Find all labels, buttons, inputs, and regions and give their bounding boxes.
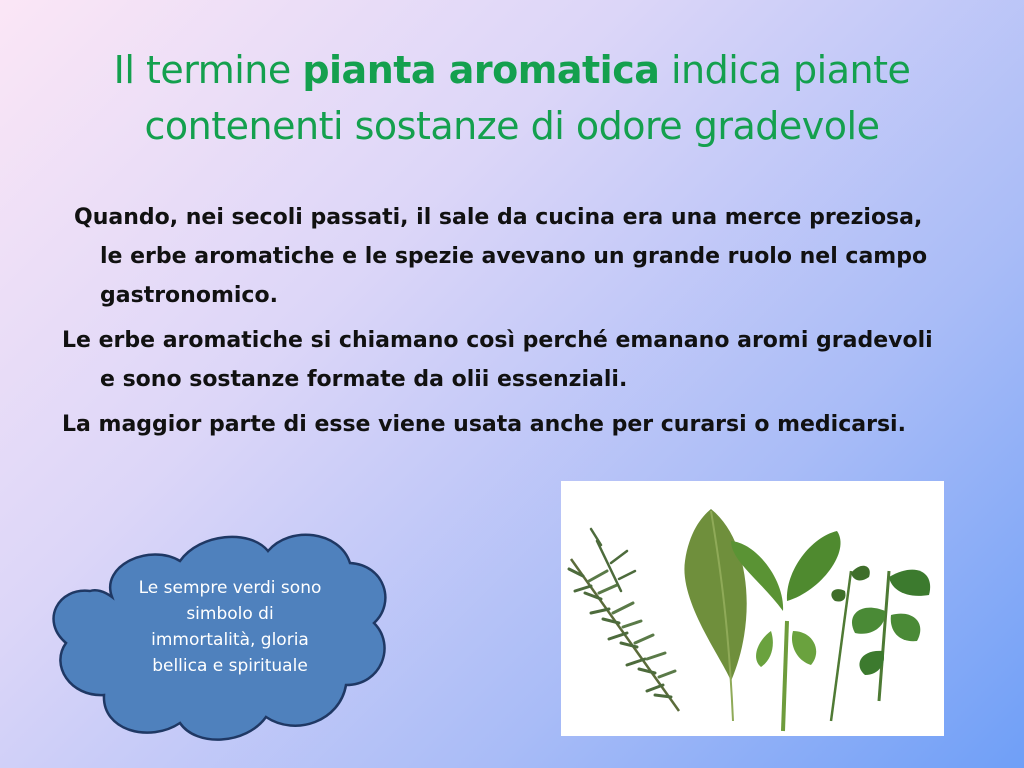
title-suffix: indica piante contenenti sostanze di odore gradevole [144,48,911,148]
paragraph-3: La maggior parte di esse viene usata anche per curarsi o medicarsi. [62,412,906,437]
body-text [62,198,952,450]
basil-sprig [731,531,841,731]
title-prefix: Il termine [113,48,303,92]
oregano-sprig [852,570,930,701]
herbs-photo [561,481,944,736]
rosemary-sprig [569,529,679,711]
cloud-callout [40,525,396,747]
mint-sprig [831,566,870,721]
cloud-text: Le sempre verdi sono simbolo di immortalità, gloria bellica e spirituale [138,578,322,676]
paragraph-1: Quando, nei secoli passati, il sale da cucina era una merce preziosa, le erbe aromatiche e le spezie avevano un grande ruolo nel campo gastronomico. [74,205,928,308]
herbs-illustration [561,481,944,736]
paragraph-2: Le erbe aromatiche si chiamano così perché emanano aromi gradevoli e sono sostanze formate da olii essenziali. [62,328,933,392]
title-bold-term: pianta aromatica [302,48,660,92]
sage-leaf [684,509,746,721]
slide-title [60,42,964,154]
